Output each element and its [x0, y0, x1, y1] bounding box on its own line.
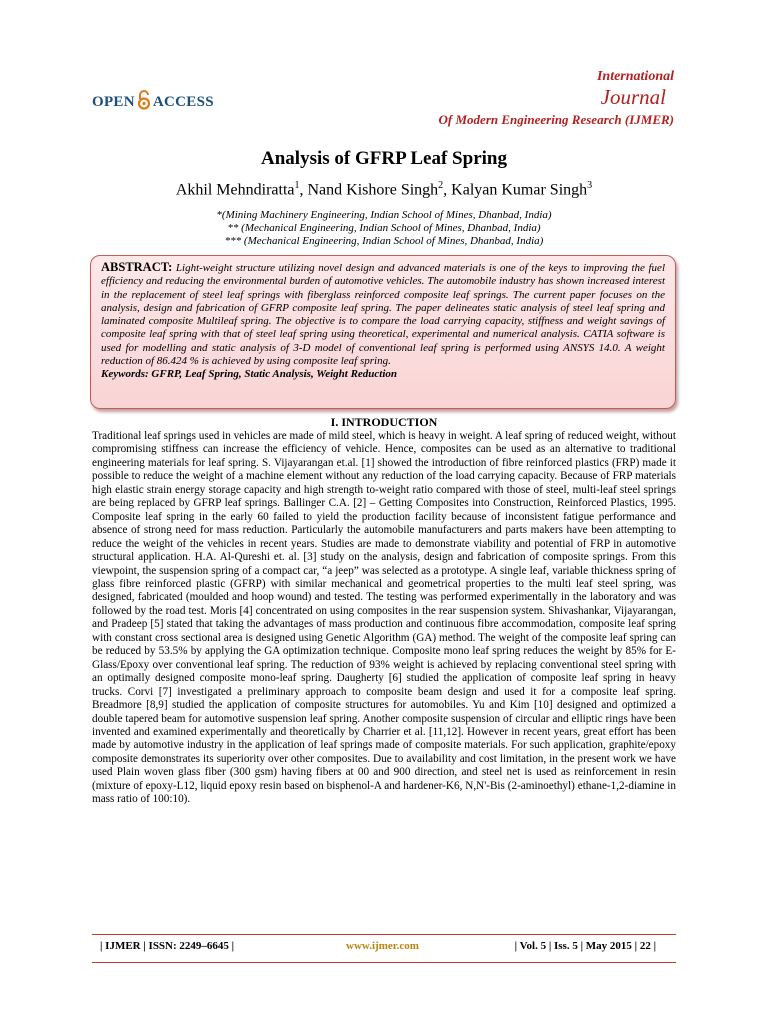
paper-title: Analysis of GFRP Leaf Spring	[261, 148, 507, 169]
affiliation: *** (Mechanical Engineering, Indian School of Mines, Dhanbad, India)	[224, 235, 544, 247]
author-sup: 3	[587, 180, 593, 191]
footer-url[interactable]: www.ijmer.com	[346, 940, 419, 952]
affiliation: *(Mining Machinery Engineering, Indian School of Mines, Dhanbad, India)	[216, 209, 552, 221]
abstract-box	[90, 255, 676, 409]
keywords: Keywords: GFRP, Leaf Spring, Static Analysis, Weight Reduction	[101, 368, 398, 381]
section-heading-introduction: I. INTRODUCTION	[330, 415, 438, 429]
introduction-body: Traditional leaf springs used in vehicles are made of mild steel, which is heavy in weight. A leaf spring of reduced weight, without compromising stiffness can increase the efficiency of vehicle. Hence, composites can be used as an alternative to traditional engineering materials for leaf spring. S. Vijayarangan et.al. [1] showed the introduction of fibre reinforced plastics (FRP) made it possible to reduce the weight of a machine element without any reduction of the load carrying capacity. Because of FRP materials high elastic strain energy storage capacity and high strength to-weight ratio compared with those of steel, multi-leaf steel springs are being replaced by GFRP leaf springs. Ballinger C.A. [2] – Getting Composites into Construction, Reinforced Plastics, 1995. Composite leaf spring in the early 60 failed to yield the production facility because of inconsistent fatigue performance and absence of strong need for mass reduction. Particularly the automobile manufacturers and parts makers have been attempting to reduce the weight of the vehicles in recent years. Studies are made to demonstrate viability and potential of FRP in automotive structural application. H.A. Al-Qureshi et. al. [3] study on the analysis, design and fabrication of composite springs. From this viewpoint, the suspension spring of a compact car, “a jeep” was selected as a prototype. A single leaf, variable thickness spring of glass fibre reinforced plastic (GFRP) with similar mechanical and geometrical properties to the multi leaf steel spring, was designed, fabricated (moulded and hoop wound) and tested. The testing was performed experimentally in the laboratory and was followed by the road test. Moris [4] concentrated on using composites in the rear suspension system. Shivashankar, Vijayarangan, and Pradeep [5] stated that taking the advantages of mass production and continuous fibre accommodation, composite leaf spring with constant cross sectional area is designed using Genetic Algorithm (GA) method. The weight of the composite leaf spring can be reduced by 53.5% by applying the GA optimization technique. Composite mono leaf spring reduces the weight by 85% for E-Glass/Epoxy over conventional leaf spring. The reduction of 93% weight is achieved by replacing conventional steel spring with an optimally designed composite mono-leaf spring. Daugherty [6] studied the application of composite leaf spring in heavy trucks. Corvi [7] investigated a preliminary approach to composite beam design and used it for a composite leaf spring. Breadmore [8,9] studied the application of composite structures for automobiles. Yu and Kim [10] designed and optimized a double tapered beam for automotive suspension leaf spring. Another composite suspension of circular and elliptic rings have been invented and examined experimentally and theoretically by Charrier et al. [11,12]. However in recent years, great effort has been made by automotive industry in the application of leaf springs made of composite materials. For such application, graphite/epoxy composite demonstrates its superiority over other composites. Due to availability and cost limitation, in the present work we have used Plain woven glass fiber (300 gsm) having fibers at 00 and 900 direction, and steel net is used as reinforcement in resin (mixture of epoxy-L12, liquid epoxy resin based on bisphenol-A and hardener-K6, N,N'-Bis (2-aminoethyl) ethane-1,2-diamine in mass ratio of 100:10).	[92, 430, 676, 806]
footer-rule-bottom	[92, 962, 676, 963]
abstract-label: ABSTRACT:	[101, 260, 173, 274]
author-list: Akhil Mehndiratta$^1$, Nand Kishore Singh$^2$, Kalyan Kumar Singh$^3$	[175, 180, 593, 199]
author-sup: 2	[438, 180, 444, 191]
footer-issn: | IJMER | ISSN: 2249–6645 |	[100, 940, 235, 952]
open-access-text-right: ACCESS	[152, 93, 214, 110]
footer-volume: | Vol. 5 | Iss. 5 | May 2015 | 22 |	[514, 940, 656, 952]
journal-full-name: Of Modern Engineering Research (IJMER)	[438, 112, 674, 127]
author-sup: 1	[294, 180, 300, 191]
author-name: Akhil Mehndiratta	[175, 181, 295, 199]
footer-rule-top	[92, 934, 676, 935]
journal-masthead	[439, 68, 674, 129]
padlock-icon	[137, 90, 151, 110]
author-name: Nand Kishore Singh	[307, 181, 439, 199]
abstract-text: Light-weight structure utilizing novel design and advanced materials is one of the keys to improving the fuel efficiency and reducing the environmental burden of automotive vehicles. The automobile industry has shown increased interest in the replacement of steel leaf springs with fiberglass reinforced composite leaf springs. The current paper focuses on the analysis, design and fabrication of GFRP composite leaf spring. The paper delineates static analysis of steel leaf spring and laminated composite Multileaf spring. The objective is to compare the load carrying capacity, stiffness and weight savings of composite leaf spring with that of steel leaf spring using theoretical, experimental and numerical analysis. CATIA software is used for modelling and static analysis of 3-D model of conventional leaf spring is performed using ANSYS 14.0. A weight reduction of 86.424 % is achieved by using composite leaf spring.	[101, 262, 665, 368]
affiliation: ** (Mechanical Engineering, Indian School of Mines, Dhanbad, India)	[227, 222, 541, 234]
open-access-text-left: OPEN	[92, 93, 135, 110]
open-access-logo	[92, 92, 214, 112]
journal-international: International	[596, 69, 674, 84]
author-name: Kalyan Kumar Singh	[451, 181, 588, 199]
journal-word: Journal	[600, 85, 666, 109]
